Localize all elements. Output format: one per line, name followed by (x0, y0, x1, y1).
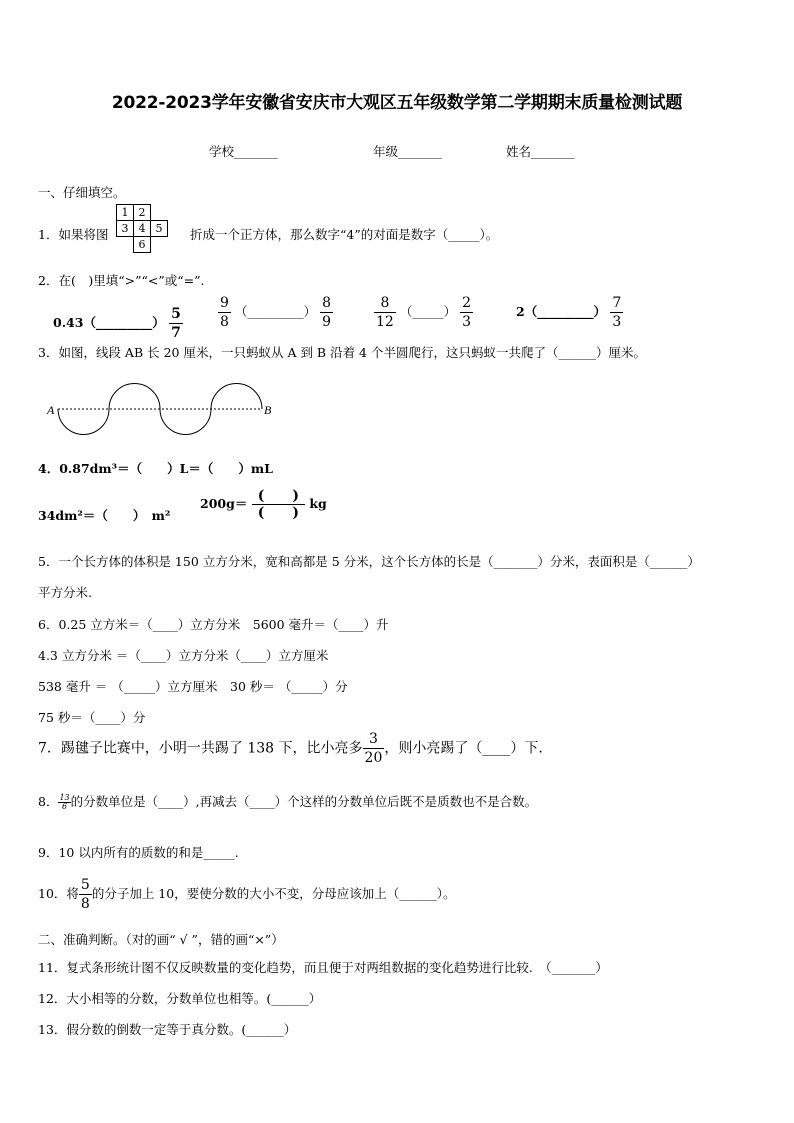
q9-text: 9．10 以内所有的质数的和是_____. (38, 845, 239, 860)
q2-item-c: $\frac{8}{12}$ （_____） $\frac{2}{3}$ (376, 295, 471, 330)
q10-text: 10．将 $\frac{5}{8}$ 的分子加上 10，要使分数的大小不变，分母应该加上（______）。 (38, 877, 456, 912)
q4-line2a: 34dm²＝（ ） m² (38, 508, 171, 523)
semicircle-path-figure (44, 378, 284, 440)
q4-line1: 4．0.87dm³＝（ ）L＝（ ）mL (38, 461, 273, 476)
q8-text: 8． $\frac{13}{6}$ 的分数单位是（____）,再减去（____）个这样的分数单位后既不是质数也不是合数。 (38, 793, 538, 811)
cube-net-figure: 1 2 3 4 5 6 (116, 204, 185, 253)
q6-line2: 4.3 立方分米 ＝（____）立方分米（____）立方厘米 (38, 648, 329, 663)
q5-line2: 平方分米. (38, 585, 92, 600)
q2-text: 2．在( )里填“>”“<”或“=”. (38, 273, 205, 288)
point-b-label: B (264, 403, 272, 417)
page-title: 2022-2023学年安徽省安庆市大观区五年级数学第二学期期末质量检测试题 (111, 93, 683, 113)
school-field[interactable]: 学校_______ (209, 144, 278, 159)
q11-text: 11．复式条形统计图不仅反映数量的变化趋势，而且便于对两组数据的变化趋势进行比较. （_______） (38, 960, 608, 975)
q1-prefix: 1．如果将图 (38, 227, 109, 242)
q2-item-d: 2（_________） $\frac{7}{3}$ (516, 295, 622, 330)
q6-line1: 6．0.25 立方米＝（____）立方分米 5600 毫升＝（____）升 (38, 617, 389, 632)
q2-item-b: $\frac{9}{8}$ （_________） $\frac{8}{9}$ (220, 295, 332, 330)
grade-field[interactable]: 年级_______ (373, 144, 442, 159)
q3-text: 3．如图，线段 AB 长 20 厘米，一只蚂蚁从 A 到 B 沿着 4 个半圆爬行，这只蚂蚁一共爬了（______）厘米。 (38, 345, 646, 360)
point-a-label: A (47, 403, 55, 417)
q4-line2b: 200g＝ $\frac{( )}{( )}$ kg (200, 488, 327, 521)
q5-line1: 5．一个长方体的体积是 150 立方分米，宽和高都是 5 分米，这个长方体的长是（_______）分米，表面积是（______） (38, 554, 700, 569)
section-2-heading: 二、准确判断。（对的画“ √ ”，错的画“×”） (38, 932, 284, 947)
section-1-heading: 一、仔细填空。 (38, 185, 126, 200)
q6-line4: 75 秒＝（____）分 (38, 710, 146, 725)
q12-text: 12．大小相等的分数，分数单位也相等。(______） (38, 991, 322, 1006)
q1-suffix: 折成一个正方体，那么数字“4”的对面是数字（_____）。 (190, 227, 499, 242)
q6-line3: 538 毫升 ＝ （_____）立方厘米 30 秒＝ （_____）分 (38, 679, 348, 694)
name-field[interactable]: 姓名_______ (506, 144, 575, 159)
q2-item-a: 0.43（_________） $\frac{5}{7}$ (53, 306, 181, 341)
q13-text: 13．假分数的倒数一定等于真分数。(______） (38, 1022, 297, 1037)
q7-text: 7．踢毽子比赛中，小明一共踢了 138 下，比小亮多 $\frac{3}{20}$ ，则小亮踢了（____）下. (38, 731, 543, 766)
